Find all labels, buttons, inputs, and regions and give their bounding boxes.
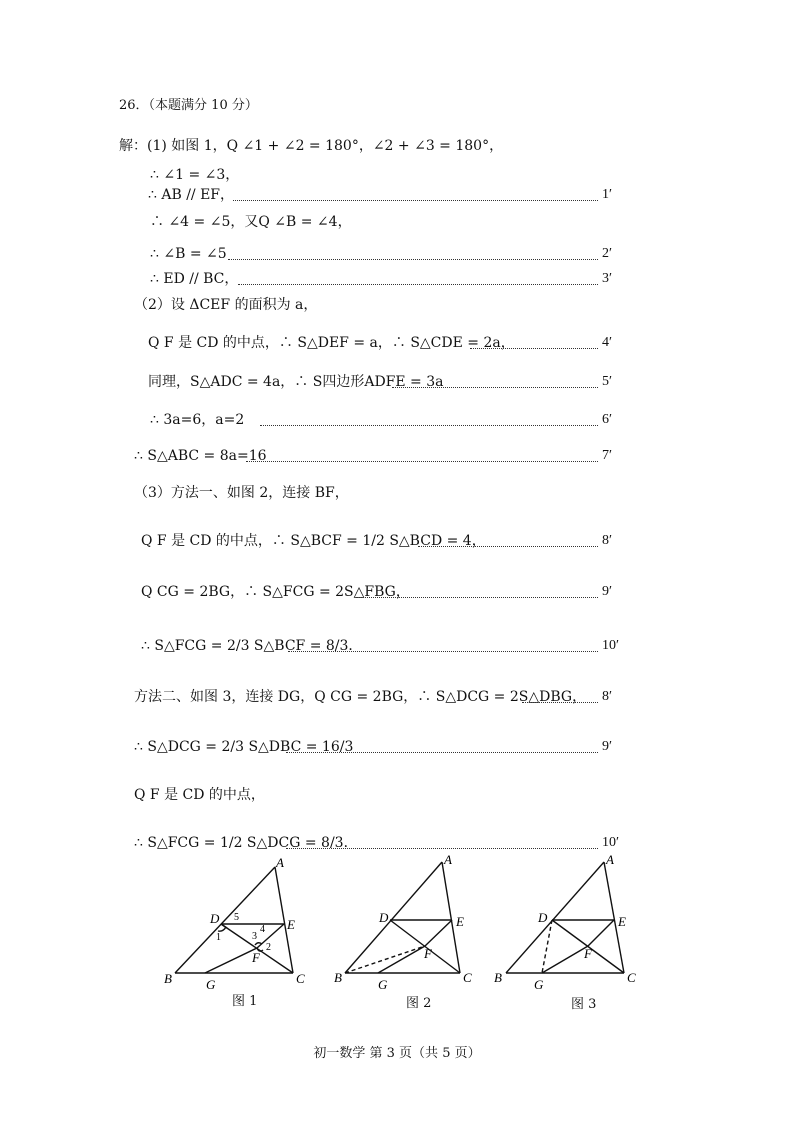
- angle-1: 1: [216, 932, 221, 943]
- solution-line-4: [150, 213, 352, 231]
- solution-line-18: [134, 786, 265, 804]
- solution-line-2: [150, 166, 239, 184]
- dot-leader: [356, 597, 598, 598]
- solution-line-3: [148, 186, 234, 204]
- label-F: F: [584, 946, 592, 961]
- solution-text: ∴ AB // EF，: [148, 187, 235, 203]
- solution-text: ∴ ∠B = ∠5: [150, 246, 227, 262]
- solution-text: （2）设 ΔCEF 的面积为 a，: [134, 297, 318, 313]
- label-B: B: [334, 970, 342, 985]
- solution-text: Q F 是 CD 的中点，: [134, 787, 265, 803]
- dot-leader: [418, 546, 598, 547]
- solution-text: （3）方法一、如图 2，连接 BF，: [134, 485, 349, 501]
- solution-line-9: [148, 373, 443, 391]
- solution-line-12: [134, 484, 349, 502]
- score-mark: 5′: [602, 374, 613, 389]
- label-G: G: [378, 977, 388, 992]
- solution-line-5: [150, 245, 227, 263]
- score-mark: 2′: [602, 246, 613, 261]
- figure-2-caption: 图 2: [406, 996, 432, 1011]
- label-E: E: [618, 914, 626, 929]
- dot-leader: [260, 425, 598, 426]
- solution-line-15: [141, 637, 362, 655]
- score-mark: 10′: [602, 835, 620, 850]
- solution-text: Q F 是 CD 的中点，∴ S△DEF = a，∴ S△CDE = 2a，: [148, 335, 515, 351]
- dot-leader: [522, 702, 598, 703]
- angle-4: 4: [260, 924, 265, 935]
- label-C: C: [296, 971, 305, 986]
- solution-line-14: [141, 583, 410, 601]
- label-A: A: [444, 852, 452, 867]
- solution-line-1: [119, 137, 503, 155]
- solution-text: ∴ ∠4 = ∠5，又Q ∠B = ∠4，: [150, 214, 352, 230]
- label-E: E: [456, 914, 464, 929]
- dot-leader: [228, 259, 598, 260]
- dot-leader: [286, 752, 598, 753]
- figure-1: [160, 855, 320, 995]
- figure-2: [330, 848, 490, 993]
- solution-text: ∴ ∠1 = ∠3，: [150, 167, 240, 183]
- score-mark: 10′: [602, 638, 620, 653]
- label-G: G: [206, 977, 216, 992]
- angle-2: 2: [266, 942, 271, 953]
- solution-text: ∴ S△FCG = 1/2 S△DCG = 8/3．: [134, 835, 358, 851]
- solution-line-7: [134, 296, 317, 314]
- solution-text: 同理，S△ADC = 4a，∴ S四边形ADFE = 3a: [148, 374, 444, 390]
- solution-text: ∴ S△FCG = 2/3 S△BCF = 8/3．: [141, 638, 363, 654]
- solution-line-8: [148, 334, 515, 352]
- score-mark: 9′: [602, 739, 613, 754]
- score-mark: 8′: [602, 689, 613, 704]
- solution-line-13: [141, 532, 486, 550]
- label-D: D: [538, 910, 548, 925]
- label-C: C: [627, 970, 636, 985]
- label-E: E: [287, 917, 295, 932]
- figure-1-caption: 图 1: [232, 994, 258, 1009]
- score-mark: 7′: [602, 448, 613, 463]
- solution-text: ∴ S△ABC = 8a=16: [134, 448, 267, 464]
- figure-3-caption: 图 3: [571, 997, 597, 1012]
- score-mark: 3′: [602, 271, 613, 286]
- solution-line-19: [134, 834, 358, 852]
- label-C: C: [463, 970, 472, 985]
- label-B: B: [164, 971, 172, 986]
- dot-leader: [246, 461, 598, 462]
- score-mark: 8′: [602, 533, 613, 548]
- label-D: D: [210, 911, 220, 926]
- solution-text: 方法二、如图 3，连接 DG，Q CG = 2BG，∴ S△DCG = 2S△DBG，: [134, 689, 587, 705]
- solution-line-10: [150, 411, 244, 429]
- score-mark: 1′: [602, 187, 613, 202]
- angle-5: 5: [234, 912, 239, 923]
- solution-line-6: [150, 270, 238, 288]
- solution-line-17: [134, 738, 353, 756]
- angle-3: 3: [252, 931, 257, 942]
- label-D: D: [379, 910, 389, 925]
- label-A: A: [606, 852, 614, 867]
- score-mark: 6′: [602, 412, 613, 427]
- dot-leader: [470, 348, 598, 349]
- page-footer: 初一数学 第 3 页（共 5 页）: [313, 1046, 481, 1061]
- question-header: 26．（本题满分 10 分）: [119, 98, 258, 113]
- solution-text: Q F 是 CD 的中点，∴ S△BCF = 1/2 S△BCD = 4，: [141, 533, 486, 549]
- dot-leader: [238, 284, 598, 285]
- dot-leader: [392, 387, 598, 388]
- solution-text: ∴ S△DCG = 2/3 S△DBC = 16/3: [134, 739, 354, 755]
- dot-leader: [233, 200, 598, 201]
- label-G: G: [534, 977, 544, 992]
- dot-leader: [288, 651, 598, 652]
- solution-text: 解：(1) 如图 1，Q ∠1 + ∠2 = 180°，∠2 + ∠3 = 180°，: [119, 138, 504, 154]
- label-F: F: [424, 946, 432, 961]
- solution-line-11: [134, 447, 267, 465]
- score-mark: 4′: [602, 335, 613, 350]
- score-mark: 9′: [602, 584, 613, 599]
- label-F: F: [252, 950, 260, 965]
- solution-text: ∴ ED // BC，: [150, 271, 239, 287]
- label-A: A: [276, 855, 284, 870]
- figure-3: [488, 848, 648, 993]
- solution-text: Q CG = 2BG，∴ S△FCG = 2S△FBG，: [141, 584, 410, 600]
- solution-text: ∴ 3a=6，a=2: [150, 412, 245, 428]
- label-B: B: [494, 970, 502, 985]
- solution-line-16: [134, 688, 586, 706]
